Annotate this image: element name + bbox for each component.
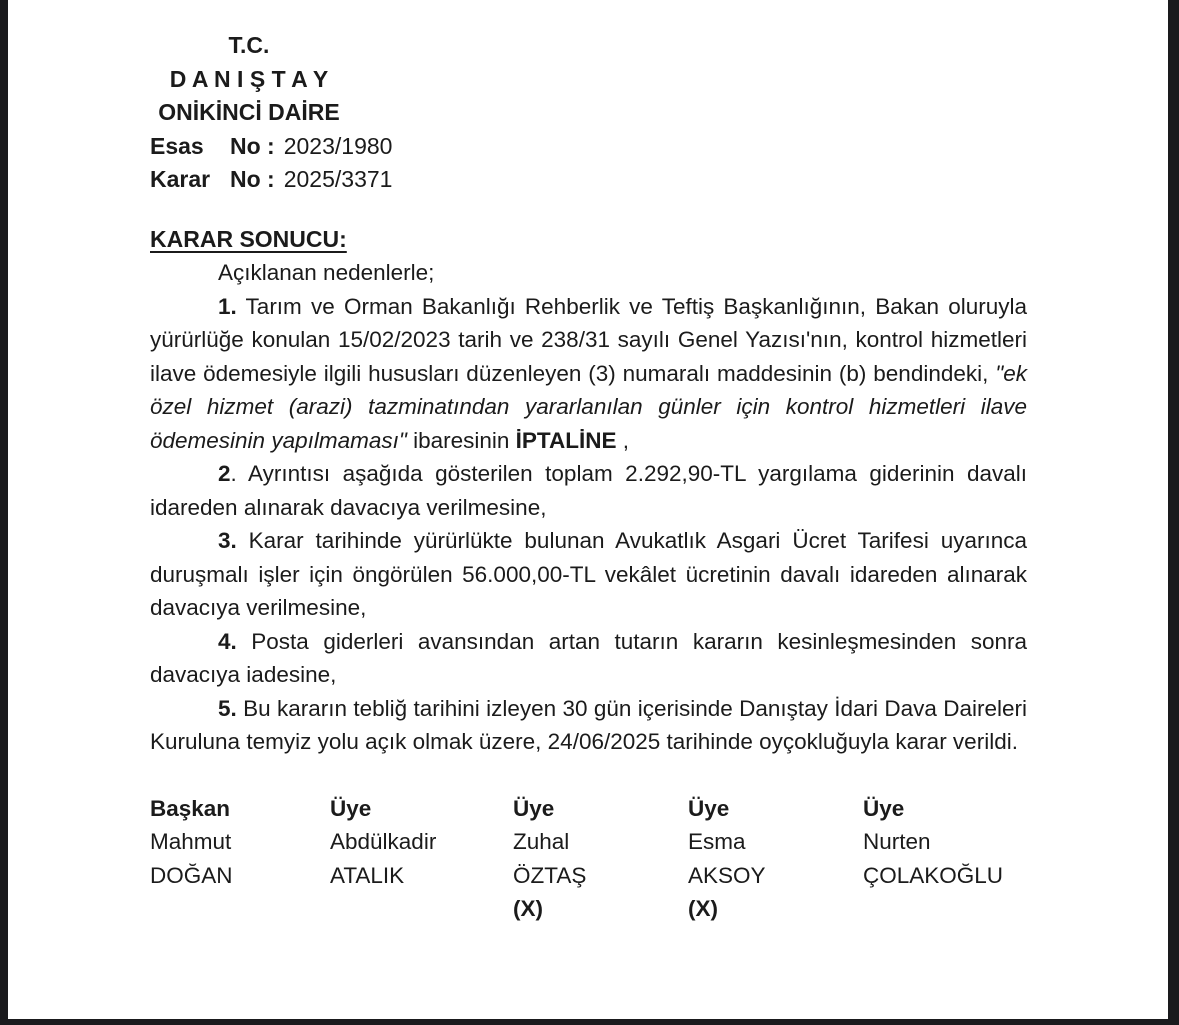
karar-no-label: No :: [230, 166, 275, 192]
karar-number-row: [150, 163, 1027, 197]
dissent-mark: (X): [688, 896, 718, 921]
decision-item-4: 4. Posta giderleri avansından artan tutarın kararın kesinleşmesinden sonra davacıya iadesine,: [150, 628, 1027, 687]
court-name: D A N I Ş T A Y: [169, 65, 329, 92]
signer-last-name: AKSOY: [688, 862, 766, 888]
dissent-mark: (X): [513, 896, 543, 921]
decision-item-1: 1. Tarım ve Orman Bakanlığı Rehberlik ve Teftiş Başkanlığının, Bakan oluruyla yürürlüğe konulan 15/02/2023 tarih ve 238/31 sayılı Genel Yazısı'nın, kontrol hizmetleri ilave ödemesiyle ilgili hususları düzenleyen (3) numaralı maddesinin (b) bendindeki, "ek özel hizmet (arazi) tazminatından yararlanılan günler için kontrol hizmetleri ilave ödemesinin yapılmaması" ibaresinin İPTALİNE ,: [150, 293, 1027, 453]
esas-value: 2023/1980: [283, 132, 393, 159]
decision-item-5: 5. Bu kararın tebliğ tarihini izleyen 30 gün içerisinde Danıştay İdari Dava Daireleri Kuruluna temyiz yolu açık olmak üzere, 24/06/2025 tarihinde oyçokluğuyla karar verildi.: [150, 695, 1027, 754]
signature-column: [688, 792, 863, 926]
signer-title: Üye: [330, 795, 372, 821]
signer-last-name: ATALIK: [330, 862, 405, 888]
court-header: [150, 29, 348, 130]
esas-number-row: [150, 130, 1027, 164]
scan-edge-bottom: [0, 1019, 1179, 1025]
scan-edge-left: [0, 0, 8, 1025]
intro-paragraph: Açıklanan nedenlerle;: [218, 260, 435, 285]
signature-column: [863, 792, 1027, 926]
signer-first-name: Nurten: [863, 829, 931, 854]
signer-first-name: Esma: [688, 829, 746, 854]
signature-column: [513, 792, 688, 926]
signer-first-name: Mahmut: [150, 829, 232, 854]
signer-last-name: ÖZTAŞ: [513, 862, 587, 888]
signer-first-name: Zuhal: [513, 829, 570, 854]
esas-no-label: No :: [230, 132, 275, 159]
section-title: KARAR SONUCU:: [150, 225, 347, 252]
signer-last-name: DOĞAN: [150, 862, 233, 888]
document-page: [150, 29, 1027, 926]
chamber-name: ONİKİNCİ DAİRE: [158, 99, 340, 125]
decision-item-3: 3. Karar tarihinde yürürlükte bulunan Avukatlık Asgari Ücret Tarifesi uyarınca duruşmalı işler için öngörülen 56.000,00-TL vekâlet ücretinin davalı idareden alınarak davacıya verilmesine,: [150, 528, 1027, 620]
signer-title: Başkan: [150, 795, 231, 821]
dissent-mark: [330, 892, 513, 926]
decision-paragraphs: [150, 256, 1027, 759]
dissent-mark: [150, 892, 330, 926]
karar-label: Karar: [150, 166, 211, 192]
republic-abbrev: T.C.: [228, 32, 270, 58]
signer-title: Üye: [688, 795, 730, 821]
signature-column: [330, 792, 513, 926]
karar-value: 2025/3371: [283, 166, 393, 192]
decision-item-2: 2. Ayrıntısı aşağıda gösterilen toplam 2.292,90-TL yargılama giderinin davalı idareden alınarak davacıya verilmesine,: [150, 461, 1027, 520]
signer-title: Üye: [513, 795, 555, 821]
esas-label: Esas: [150, 132, 204, 159]
signer-title: Üye: [863, 795, 905, 821]
signature-column: [150, 792, 330, 926]
signer-last-name: ÇOLAKOĞLU: [863, 862, 1004, 888]
signature-block: [150, 792, 1027, 926]
signer-first-name: Abdülkadir: [330, 829, 437, 854]
dissent-mark: [863, 892, 1027, 926]
scan-edge-right: [1168, 0, 1179, 1025]
